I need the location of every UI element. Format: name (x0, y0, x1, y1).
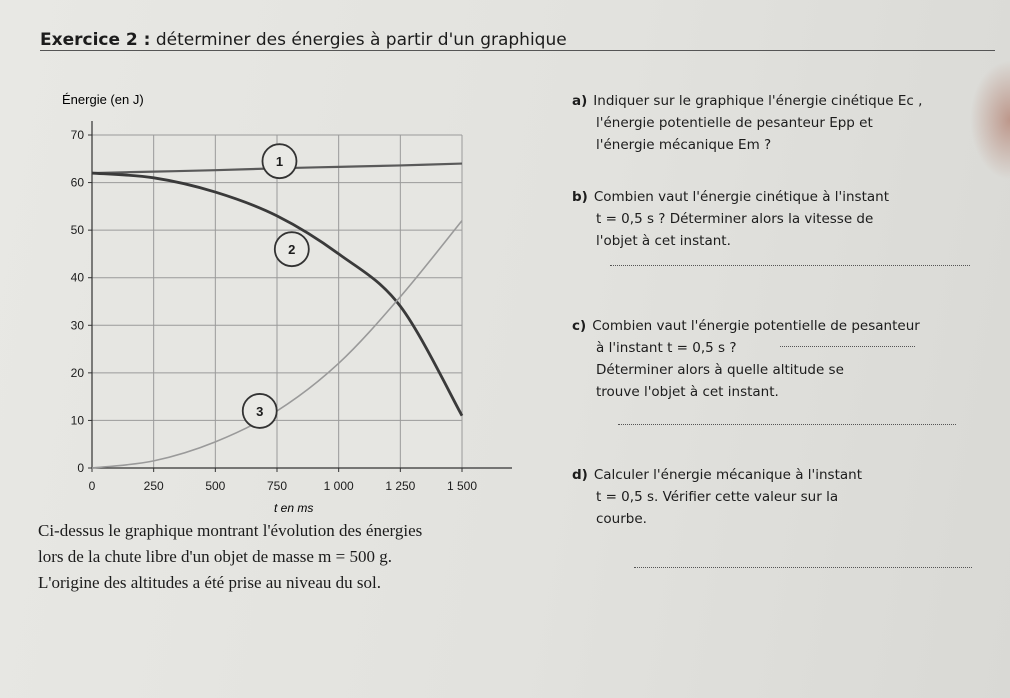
chart-caption (38, 518, 558, 596)
y-axis-label: Énergie (en J) (62, 92, 144, 107)
question-c-line-1: Combien vaut l'énergie potentielle de pesanteur (592, 318, 920, 334)
x-tick-label: 0 (88, 479, 96, 493)
y-tick-label: 0 (77, 461, 84, 475)
caption-line-2: lors de la chute libre d'un objet de masse m = 500 g. (38, 547, 392, 566)
question-d-line-1: Calculer l'énergie mécanique à l'instant (593, 467, 862, 483)
question-d (572, 464, 992, 530)
caption-line-3: L'origine des altitudes a été prise au niveau du sol. (38, 573, 381, 592)
question-b-line-2: t = 0,5 s ? Déterminer alors la vitesse de (596, 211, 874, 227)
exercise-heading: déterminer des énergies à partir d'un graphique (155, 30, 567, 50)
question-a-line-1: Indiquer sur le graphique l'énergie cinétique Ec , (593, 93, 923, 109)
y-tick-label: 30 (70, 318, 84, 333)
x-tick-label: 1 250 (385, 479, 416, 493)
question-c (572, 315, 992, 403)
y-tick-label: 10 (70, 413, 84, 428)
y-tick-label: 40 (70, 270, 84, 285)
x-axis-label: t en ms (274, 501, 314, 515)
y-tick-label: 70 (70, 128, 84, 142)
question-d-letter: d) (572, 467, 588, 483)
question-d-line-3: courbe. (596, 511, 647, 527)
answer-line-b[interactable] (610, 265, 970, 266)
exercise-label: Exercice 2 : (40, 30, 151, 50)
x-tick-label: 250 (143, 479, 164, 493)
question-c-line-4: trouve l'objet à cet instant. (596, 384, 779, 400)
answer-line-d[interactable] (634, 567, 972, 568)
question-a-line-3: l'énergie mécanique Em ? (596, 137, 772, 153)
question-c-line-3: Déterminer alors à quelle altitude se (596, 362, 844, 378)
curve-label-text: 2 (288, 242, 296, 258)
x-tick-label: 1 000 (323, 479, 354, 493)
curve-label-text: 3 (256, 403, 264, 419)
question-a-letter: a) (572, 93, 588, 109)
question-c-letter: c) (572, 318, 587, 334)
answer-line-c1[interactable] (780, 346, 915, 347)
question-a (572, 90, 992, 156)
question-d-line-2: t = 0,5 s. Vérifier cette valeur sur la (596, 489, 839, 505)
y-tick-label: 50 (70, 223, 84, 238)
question-b-letter: b) (572, 189, 588, 205)
y-tick-label: 20 (70, 365, 84, 380)
question-b-line-1: Combien vaut l'énergie cinétique à l'instant (593, 189, 889, 205)
question-b (572, 186, 992, 252)
x-tick-label: 500 (205, 479, 226, 493)
curve-label-text: 1 (275, 154, 284, 170)
answer-line-c2[interactable] (618, 424, 956, 425)
x-tick-label: 750 (266, 479, 288, 493)
x-tick-label: 1 500 (446, 479, 478, 493)
caption-line-1: Ci-dessus le graphique montrant l'évolution des énergies (38, 521, 423, 540)
y-tick-label: 60 (70, 175, 84, 190)
question-c-line-2: à l'instant t = 0,5 s ? (596, 340, 737, 356)
question-b-line-3: l'objet à cet instant. (596, 233, 731, 249)
question-a-line-2: l'énergie potentielle de pesanteur Epp et (596, 115, 873, 131)
